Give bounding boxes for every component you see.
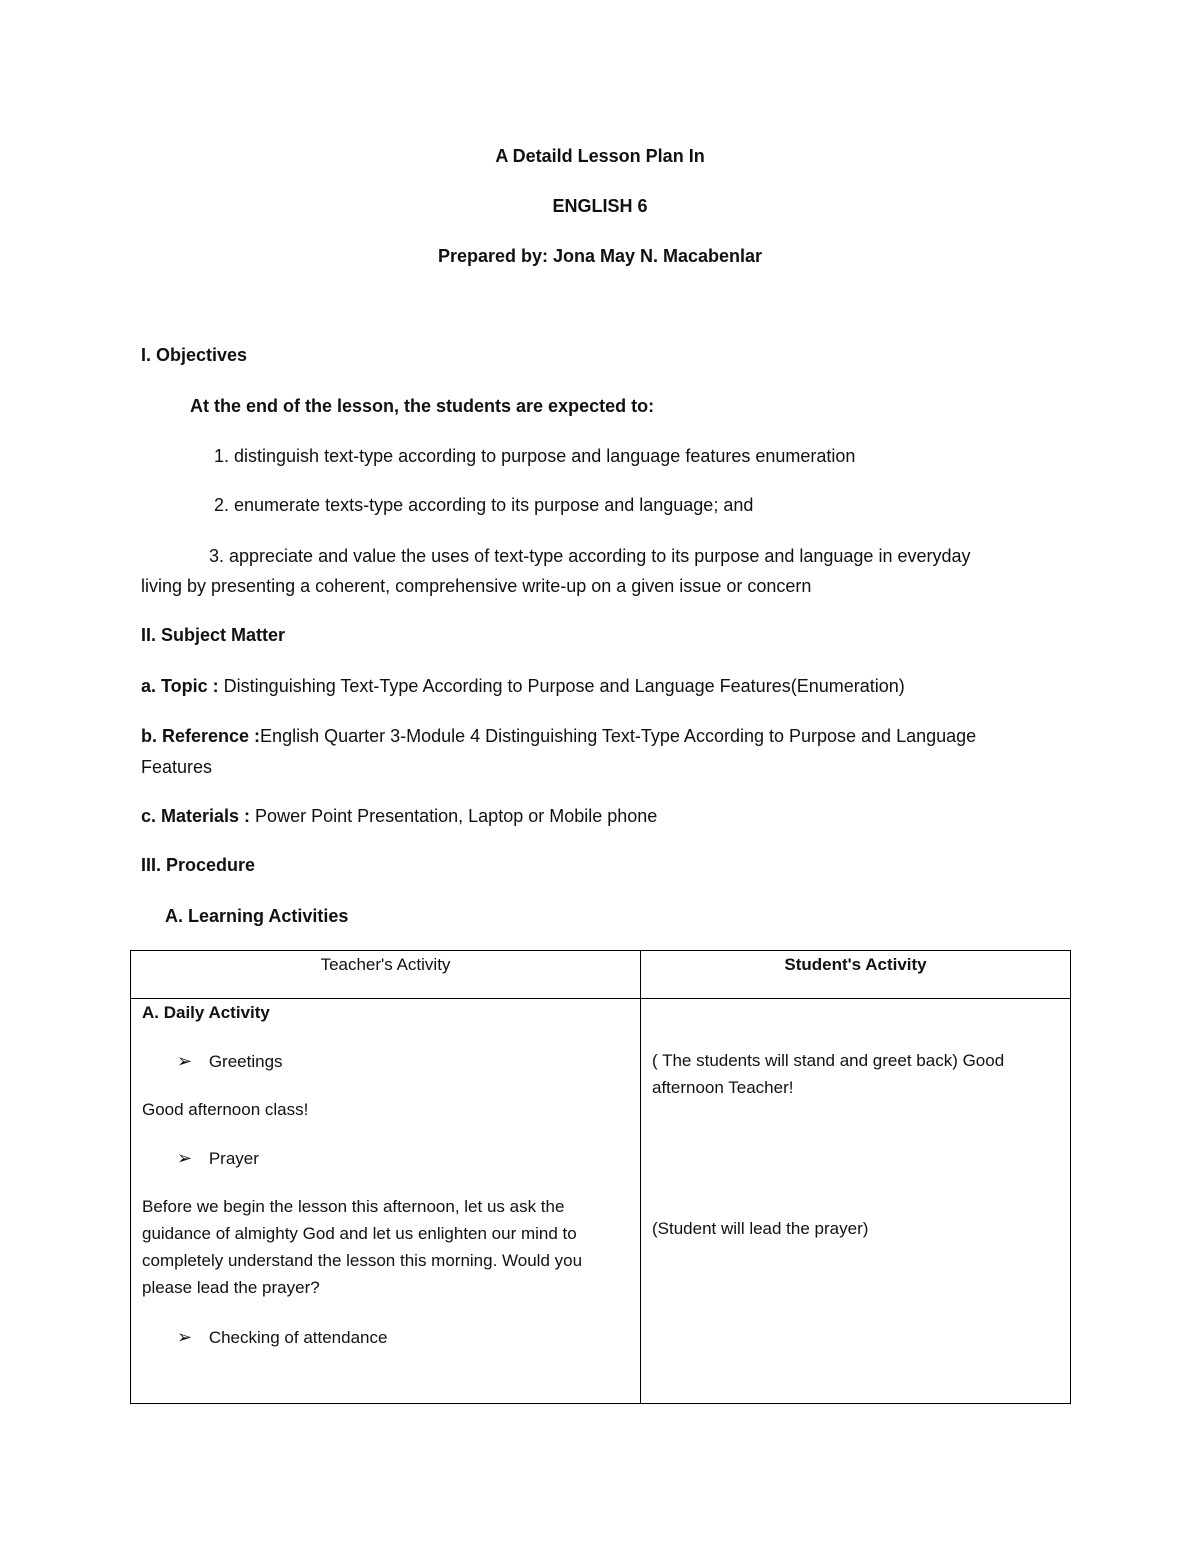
greeting-text: Good afternoon class!: [142, 1100, 309, 1119]
objectives-heading: I. Objectives: [141, 345, 248, 365]
document-subject: ENGLISH 6: [552, 196, 648, 216]
learning-activities-heading: A. Learning Activities: [165, 906, 349, 926]
arrow-bullet-icon: ➢: [177, 1327, 193, 1347]
attendance-label: Checking of attendance: [208, 1328, 388, 1347]
arrow-bullet-icon: ➢: [177, 1148, 193, 1168]
materials-value: Power Point Presentation, Laptop or Mobile phone: [250, 806, 658, 826]
student-activity-cell: [641, 999, 1071, 1404]
student-column-header: Student's Activity: [784, 955, 927, 974]
table-header-row: [131, 951, 1071, 999]
teacher-activity-cell: [131, 999, 641, 1404]
daily-activity-heading: A. Daily Activity: [142, 1003, 270, 1022]
prepared-by: Prepared by: Jona May N. Macabenlar: [437, 246, 763, 266]
arrow-bullet-icon: ➢: [177, 1051, 193, 1071]
prayer-response: (Student will lead the prayer): [652, 1219, 869, 1238]
materials-line: [141, 806, 657, 826]
objective-item-3-cont: living by presenting a coherent, comprehensive write-up on a given issue or concern: [141, 576, 812, 596]
attendance-item: [177, 1324, 387, 1351]
greetings-item: [177, 1048, 283, 1075]
reference-line: [141, 726, 976, 746]
greetings-label: Greetings: [208, 1052, 283, 1071]
prayer-text-line-2: guidance of almighty God and let us enlighten our mind to: [142, 1224, 577, 1243]
prayer-item: [177, 1145, 259, 1172]
greet-response-line-1: ( The students will stand and greet back) Good: [652, 1051, 1005, 1070]
objective-item-2: 2. enumerate texts-type according to its purpose and language; and: [214, 495, 754, 515]
learning-activities-table: [130, 950, 1071, 1404]
materials-label: c. Materials :: [141, 806, 251, 826]
prayer-text-line-1: Before we begin the lesson this afternoon, let us ask the: [142, 1197, 565, 1216]
reference-value: English Quarter 3-Module 4 Distinguishing Text-Type According to Purpose and Language: [260, 726, 977, 746]
teacher-column-header: Teacher's Activity: [320, 955, 451, 974]
table-row: [131, 999, 1071, 1404]
document-title: A Detaild Lesson Plan In: [495, 146, 705, 166]
objective-item-3: 3. appreciate and value the uses of text-type according to its purpose and language in everyday: [209, 546, 971, 566]
objectives-intro: At the end of the lesson, the students are expected to:: [190, 396, 655, 416]
subject-matter-heading: II. Subject Matter: [141, 625, 286, 645]
reference-label: b. Reference :: [141, 726, 261, 746]
topic-line: [141, 676, 905, 696]
greet-response-line-2: afternoon Teacher!: [652, 1078, 794, 1097]
topic-value: Distinguishing Text-Type According to Purpose and Language Features(Enumeration): [218, 676, 905, 696]
prayer-label: Prayer: [208, 1149, 259, 1168]
student-header-cell: [641, 951, 1071, 999]
teacher-header-cell: [131, 951, 641, 999]
objective-item-1: 1. distinguish text-type according to purpose and language features enumeration: [214, 446, 856, 466]
reference-value-cont: Features: [141, 757, 213, 777]
procedure-heading: III. Procedure: [141, 855, 256, 875]
prayer-text-line-4: please lead the prayer?: [142, 1278, 320, 1297]
topic-label: a. Topic :: [141, 676, 219, 696]
prayer-text-line-3: completely understand the lesson this morning. Would you: [142, 1251, 583, 1270]
